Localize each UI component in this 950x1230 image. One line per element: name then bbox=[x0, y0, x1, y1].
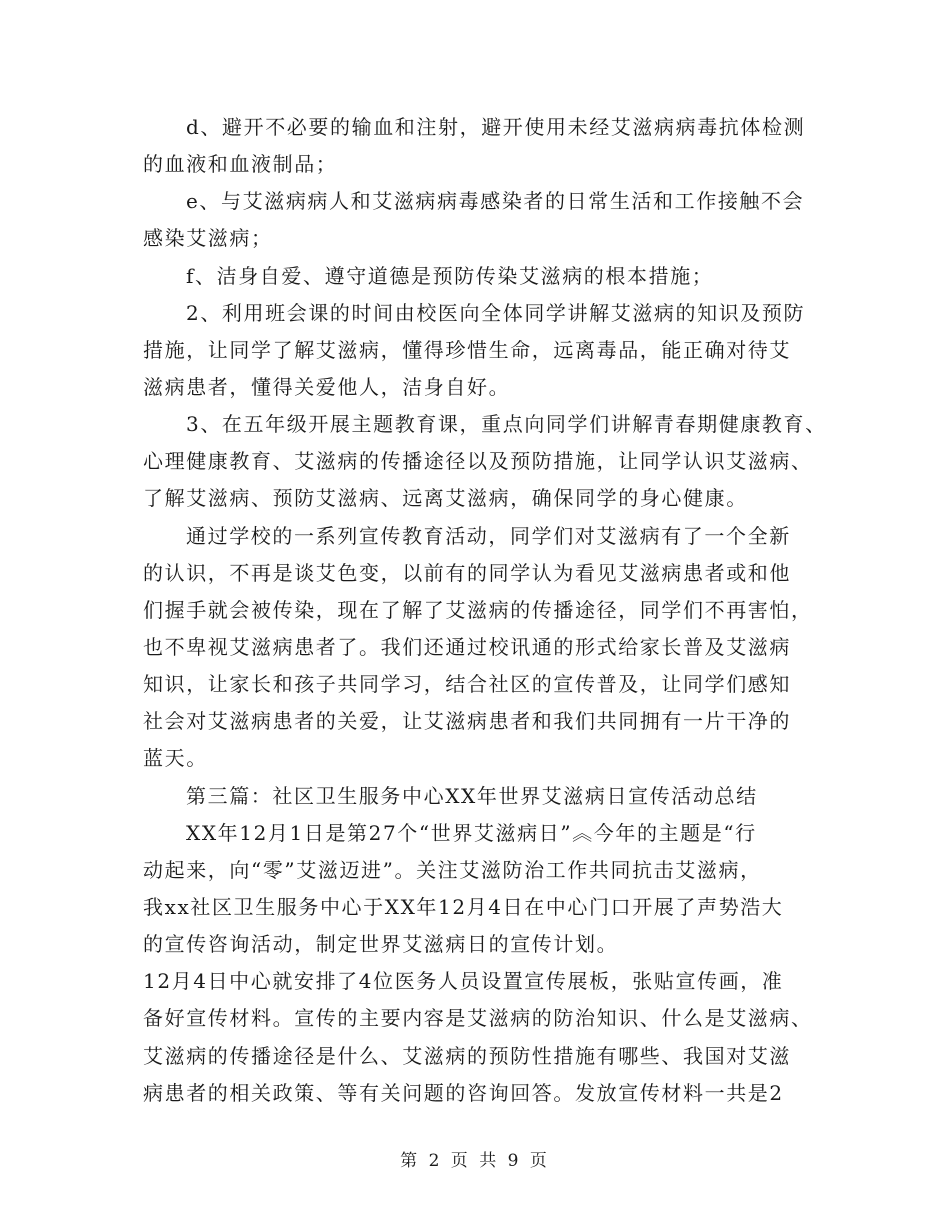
text-line-3: e、与艾滋病病人和艾滋病病毒感染者的日常生活和工作接触不会 bbox=[186, 189, 805, 213]
text-line-25: 备好宣传材料。宣传的主要内容是艾滋病的防治知识、什么是艾滋病、 bbox=[143, 1006, 813, 1030]
text-line-21: 动起来，向“零”艾滋迈进”。关注艾滋防治工作共同抗击艾滋病， bbox=[143, 858, 762, 882]
text-line-13: 的认识，不再是谈艾色变，以前有的同学认为看见艾滋病患者或和他 bbox=[143, 561, 791, 585]
text-line-5: f、洁身自爱、遵守道德是预防传染艾滋病的根本措施； bbox=[186, 264, 714, 288]
text-line-16: 知识，让家长和孩子共同学习，结合社区的宣传普及，让同学们感知 bbox=[143, 672, 791, 696]
text-line-7: 措施，让同学了解艾滋病，懂得珍惜生命，远离毒品，能正确对待艾 bbox=[143, 338, 791, 362]
text-line-22: 我xx社区卫生服务中心于XX年12月4日在中心门口开展了声势浩大 bbox=[143, 895, 784, 919]
text-line-1: d、避开不必要的输血和注射，避开使用未经艾滋病病毒抗体检测 bbox=[186, 115, 806, 139]
page-number-footer: 第 2 页 共 9 页 bbox=[400, 1151, 550, 1171]
text-line-20: XX年12月1日是第27个“世界艾滋病日”︽今年的主题是“行 bbox=[186, 821, 757, 845]
text-line-14: 们握手就会被传染，现在了解了艾滋病的传播途径，同学们不再害怕， bbox=[143, 598, 813, 622]
text-line-11: 了解艾滋病、预防艾滋病、远离艾滋病，确保同学的身心健康。 bbox=[143, 486, 748, 510]
text-line-6: 2、利用班会课的时间由校医向全体同学讲解艾滋病的知识及预防 bbox=[186, 301, 806, 325]
text-line-8: 滋病患者，懂得关爱他人，洁身自好。 bbox=[143, 375, 511, 399]
text-line-10: 心理健康教育、艾滋病的传播途径以及预防措施，让同学认识艾滋病、 bbox=[143, 449, 813, 473]
text-line-24: 12月4日中心就安排了4位医务人员设置宣传展板，张贴宣传画，准 bbox=[143, 969, 784, 993]
text-line-9: 3、在五年级开展主题教育课，重点向同学们讲解青春期健康教育、 bbox=[186, 412, 827, 436]
text-line-18: 蓝天。 bbox=[143, 746, 208, 770]
text-line-4: 感染艾滋病； bbox=[143, 226, 273, 250]
text-line-2: 的血液和血液制品； bbox=[143, 152, 338, 176]
text-line-17: 社会对艾滋病患者的关爱，让艾滋病患者和我们共同拥有一片干净的 bbox=[143, 709, 791, 733]
section-heading: 第三篇：社区卫生服务中心XX年世界艾滋病日宣传活动总结 bbox=[186, 784, 758, 808]
text-line-12: 通过学校的一系列宣传教育活动，同学们对艾滋病有了一个全新 bbox=[186, 524, 791, 548]
text-line-15: 也不卑视艾滋病患者了。我们还通过校讯通的形式给家长普及艾滋病 bbox=[143, 635, 791, 659]
text-line-26: 艾滋病的传播途径是什么、艾滋病的预防性措施有哪些、我国对艾滋 bbox=[143, 1044, 791, 1068]
text-line-23: 的宣传咨询活动，制定世界艾滋病日的宣传计划。 bbox=[143, 932, 619, 956]
text-line-27: 病患者的相关政策、等有关问题的咨询回答。发放宣传材料一共是2 bbox=[143, 1081, 784, 1105]
